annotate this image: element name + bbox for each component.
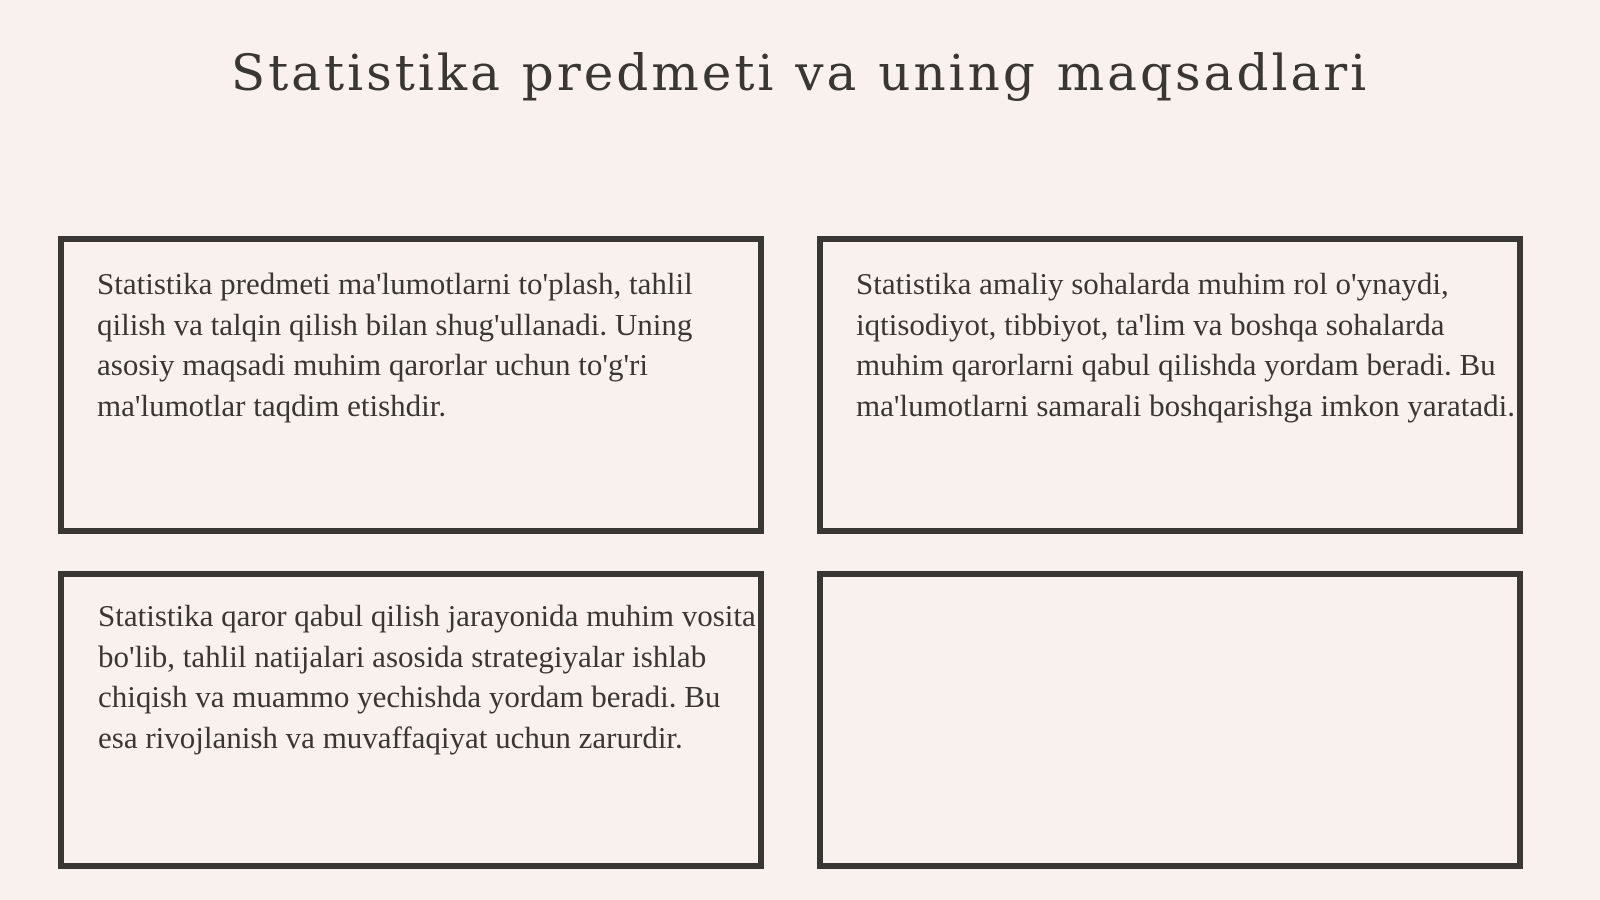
slide-title: Statistika predmeti va uning maqsadlari [230, 44, 1370, 102]
text-card-3 [58, 571, 764, 869]
text-card-1 [58, 236, 764, 534]
card-3-text: Statistika qaror qabul qilish jarayonida muhim vosita bo'lib, tahlil natijalari asosida strategiyalar ishlab chiqish va muammo yechishda yordam beradi. Bu esa rivojlanish va muvaffaqiyat uchun zarurdir. [98, 598, 756, 755]
text-card-2 [817, 236, 1523, 534]
card-2-text: Statistika amaliy sohalarda muhim rol o'ynaydi, iqtisodiyot, tibbiyot, ta'lim va boshqa sohalarda muhim qarorlarni qabul qilishda yordam beradi. Bu ma'lumotlarni samarali boshqarishga imkon yaratadi. [856, 266, 1515, 423]
empty-card-4 [817, 571, 1523, 869]
card-1-text: Statistika predmeti ma'lumotlarni to'plash, tahlil qilish va talqin qilish bilan shug'ullanadi. Uning asosiy maqsadi muhim qarorlar uchun to'g'ri ma'lumotlar taqdim etishdir. [97, 266, 693, 423]
